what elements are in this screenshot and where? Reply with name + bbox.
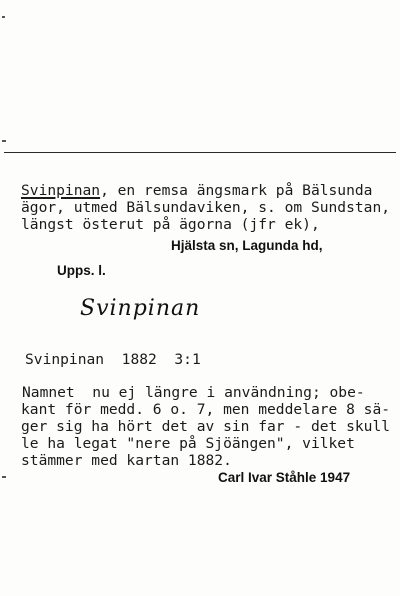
signature: Carl Ivar Ståhle 1947 (218, 470, 351, 485)
note-line-1: Namnet nu ej längre i användning; obe- (22, 384, 365, 401)
note-line-2: kant för medd. 6 o. 7, men meddelare 8 sä- (21, 401, 391, 418)
entry-line-3: längst österut på ägorna (jfr ek), (21, 216, 320, 233)
edge-mark-low (2, 476, 6, 478)
handwritten-form: Svinpinan (80, 296, 201, 321)
record-name: Svinpinan (25, 351, 105, 368)
headword: Svinpinan (21, 182, 101, 199)
location: Hjälsta sn, Lagunda hd, (171, 238, 323, 253)
record-line (25, 352, 201, 369)
note-line-4: le ha legat "nere på Sjöängen", vilket (21, 435, 355, 452)
record-year: 1882 (121, 351, 157, 368)
card-divider-line (4, 152, 396, 153)
entry-description-1: , en remsa ängsmark på Bälsunda (100, 182, 373, 199)
province: Upps. l. (57, 263, 106, 278)
note-line-3: ger sig ha hört det av sin far - det skull (21, 418, 391, 435)
edge-mark-mid (2, 140, 6, 142)
entry-line-1 (21, 183, 372, 200)
edge-mark-top (2, 16, 5, 18)
entry-line-2: ägor, utmed Bälsundaviken, s. om Sundstan, (21, 199, 391, 216)
note-line-5: stämmer med kartan 1882. (21, 452, 232, 469)
record-ref: 3:1 (174, 351, 201, 368)
